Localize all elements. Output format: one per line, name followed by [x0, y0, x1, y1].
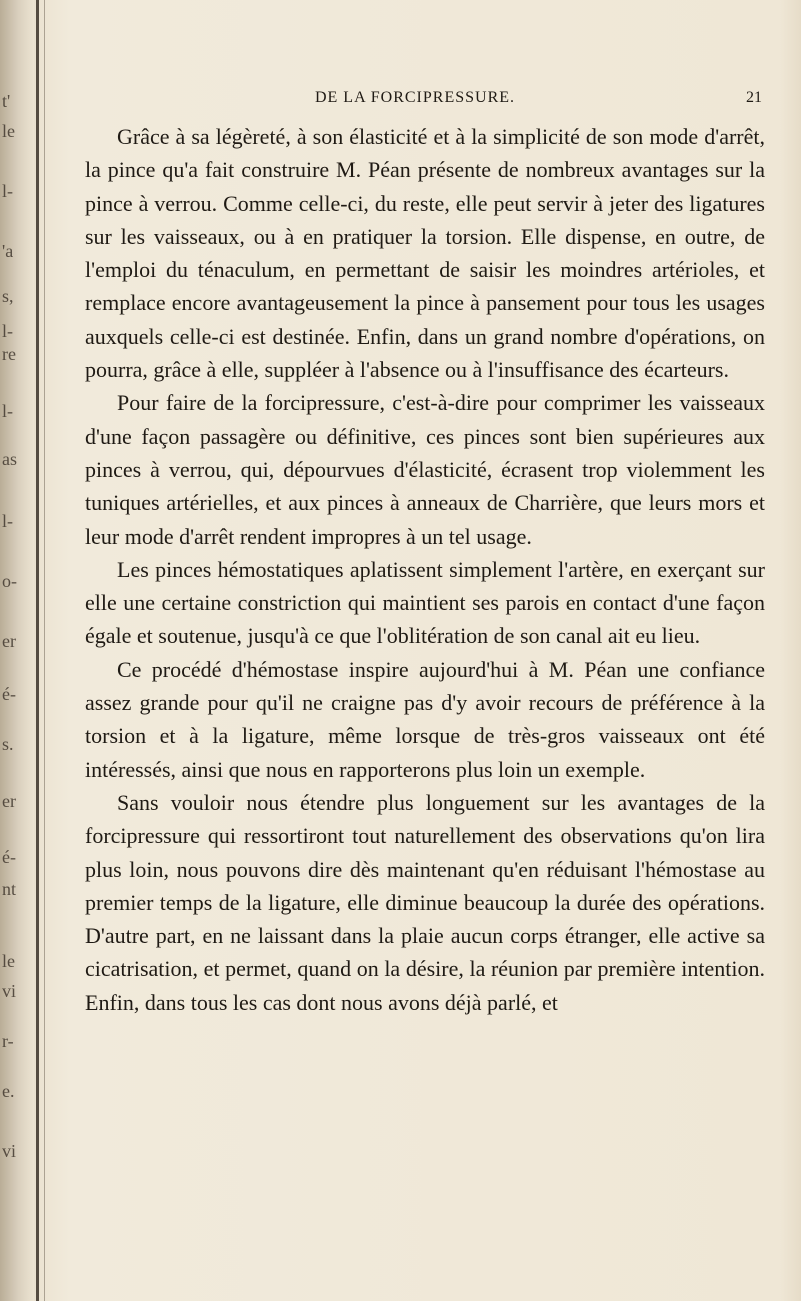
spine-edge: [44, 0, 45, 1301]
margin-fragment: le: [2, 121, 15, 141]
margin-fragment: r-: [2, 1031, 14, 1051]
spine-shadow: [36, 0, 39, 1301]
paragraph: Grâce à sa légèreté, à son élasticité et à la simplicité de son mode d'arrêt, la pince qu'a fait construire M. Péan présente de nombreux avantages sur la pince à verrou. Comme celle-ci, du reste, elle peut servir à jeter des ligatures sur les vaisseaux, ou à en pratiquer la torsion. Elle dispense, en outre, de l'emploi du ténaculum, en permettant de saisir les moindres artérioles, et remplace encore avantageusement la pince à pansement pour tous les usages auxquels celle-ci est destinée. Enfin, dans un grand nombre d'opérations, on pourra, grâce à elle, suppléer à l'absence ou à l'insuffisance des écarteurs.: [85, 124, 765, 383]
margin-fragment: é-: [2, 684, 16, 704]
margin-fragment: e.: [2, 1081, 15, 1101]
margin-fragment: l-: [2, 321, 13, 341]
margin-fragment: nt: [2, 879, 17, 899]
margin-fragment: le: [2, 951, 15, 971]
paragraph: Pour faire de la forcipressure, c'est-à-dire pour comprimer les vaisseaux d'une façon passagère ou définitive, ces pinces sont bien supérieures aux pinces à verrou, qui, dépourvues d'élasticité, écrasent trop violemment les tuniques artérielles, et aux pinces à anneaux de Charrière, que leurs mors et leur mode d'arrêt rendent impropres à un tel usage.: [85, 390, 765, 549]
running-title: DE LA FORCIPRESSURE.: [314, 89, 516, 106]
margin-fragment: vi: [2, 981, 17, 1001]
margin-fragment: 'a: [2, 241, 14, 261]
paragraph: Sans vouloir nous étendre plus longuement sur les avantages de la forcipressure qui ressortiront tout naturellement des observations qu'on lira plus loin, nous pouvons dire dès maintenant qu'en réduisant l'hémostase au premier temps de la ligature, elle diminue beaucoup la durée des opérations. D'autre part, en ne laissant dans la plaie aucun corps étranger, elle active sa cicatrisation, et permet, quand on la désire, la réunion par première intention. Enfin, dans tous les cas dont nous avons déjà parlé, et: [85, 789, 765, 1015]
facing-page-fragments: [0, 0, 34, 1301]
page-header: [60, 86, 770, 110]
margin-fragment: s,: [2, 286, 14, 306]
margin-fragment: o-: [2, 571, 17, 591]
margin-fragment: vi: [2, 1141, 17, 1161]
paragraph: Les pinces hémostatiques aplatissent simplement l'artère, en exerçant sur elle une certaine constriction qui maintient ses parois en contact d'une façon égale et soutenue, jusqu'à ce que l'oblitération de son canal ait eu lieu.: [85, 556, 765, 649]
margin-fragment: s.: [2, 734, 14, 754]
paragraph: Ce procédé d'hémostase inspire aujourd'hui à M. Péan une confiance assez grande pour qu'il ne craigne pas d'y avoir recours de préférence à la torsion et à la ligature, même lorsque de très-gros vaisseaux ont été intéressés, ainsi que nous en rapporterons plus loin un exemple.: [85, 656, 765, 782]
margin-fragment: as: [2, 449, 17, 469]
margin-fragment: er: [2, 631, 16, 651]
margin-fragment: l-: [2, 511, 13, 531]
page-number: 21: [746, 89, 762, 106]
margin-fragment: l-: [2, 401, 13, 421]
margin-fragment: t': [2, 91, 11, 111]
margin-fragment: é-: [2, 847, 16, 867]
margin-fragment: l-: [2, 181, 13, 201]
body-text: [85, 120, 765, 1019]
margin-fragment: er: [2, 791, 16, 811]
margin-fragment: re: [2, 344, 16, 364]
